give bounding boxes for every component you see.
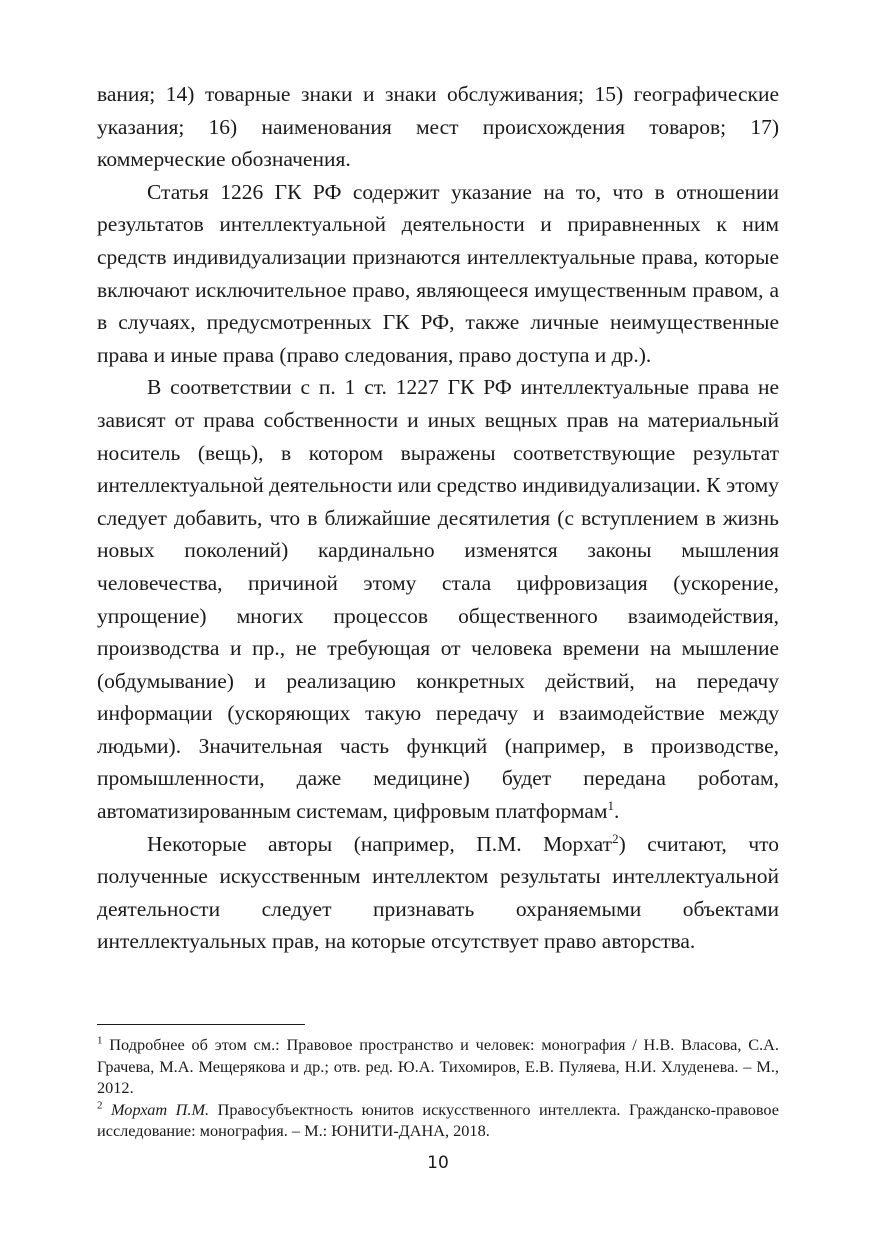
footnote-reference-2: 2 xyxy=(612,830,619,846)
paragraph-continuation: вания; 14) товарные знаки и знаки обслуживания; 15) географические указания; 16) наименования мест происхождения товаров; 17) коммерческие обозначения. xyxy=(97,82,779,172)
paragraph-article-1227-text: В соответствии с п. 1 ст. 1227 ГК РФ интеллектуальные права не зависят от права собственности и иных вещных прав на материальный носитель (вещь), в котором выражены соответствующие результат интеллектуальной деятельности или средство индивидуализации. К этому следует добавить, что в ближайшие десятилетия (с вступлением в жизнь новых поколений) кардинально изменятся законы мышления человечества, причиной этому стала цифровизация (ускорение, упрощение) многих процессов общественного взаимодействия, производства и пр., не требующая от человека времени на мышление (обдумывание) и реализацию конкретных действий, на передачу информации (ускоряющих такую передачу и взаимодействие между людьми). Значительная часть функций (например, в производстве, промышленности, даже медицине) будет передана роботам, автоматизированным системам, цифровым платформам xyxy=(97,375,779,824)
paragraph-article-1227-end: . xyxy=(614,799,620,824)
footnote-2-text: Правосубъектность юнитов искусственного интеллекта. Гражданско-правовое исследование: монография. – М.: ЮНИТИ-ДАНА, 2018. xyxy=(97,1099,779,1141)
paragraph-article-1227 xyxy=(97,371,779,827)
paragraph-authors-text-start: Некоторые авторы (например, П.М. Морхат xyxy=(147,831,613,856)
footnote-1 xyxy=(97,1034,779,1099)
paragraph-article-1226: Статья 1226 ГК РФ содержит указание на то, что в отношении результатов интеллектуальной деятельности и приравненных к ним средств индивидуализации признаются интеллектуальные права, которые включают исключительное право, являющееся имущественным правом, а в случаях, предусмотренных ГК РФ, также личные неимущественные права и иные права (право следования, право доступа и др.). xyxy=(97,179,779,367)
paragraph-authors-text-end: ) считают, что полученные искусственным интеллектом результаты интеллектуальной деятельности следует признавать охраняемыми объектами интеллектуальных прав, на которые отсутствует право авторства. xyxy=(97,831,779,954)
footnote-1-mark: 1 xyxy=(97,1034,103,1047)
page-number: 10 xyxy=(427,1153,449,1173)
footnote-reference-1: 1 xyxy=(607,797,615,813)
footnote-2-mark: 2 xyxy=(97,1099,103,1112)
footnote-2-author: Морхат П.М. xyxy=(110,1099,210,1119)
paragraph-authors xyxy=(97,828,779,958)
footnote-separator xyxy=(97,1024,305,1025)
footnote-1-text: Подробнее об этом см.: Правовое пространство и человек: монография / Н.В. Власова, С.А. Грачева, М.А. Мещерякова и др.; отв. ред. Ю.А. Тихомиров, Е.В. Пуляева, Н.И. Хлуденева. – М., 2012. xyxy=(97,1035,779,1098)
body-text xyxy=(97,78,779,958)
footnotes xyxy=(97,1034,779,1142)
footnote-2 xyxy=(97,1099,779,1142)
